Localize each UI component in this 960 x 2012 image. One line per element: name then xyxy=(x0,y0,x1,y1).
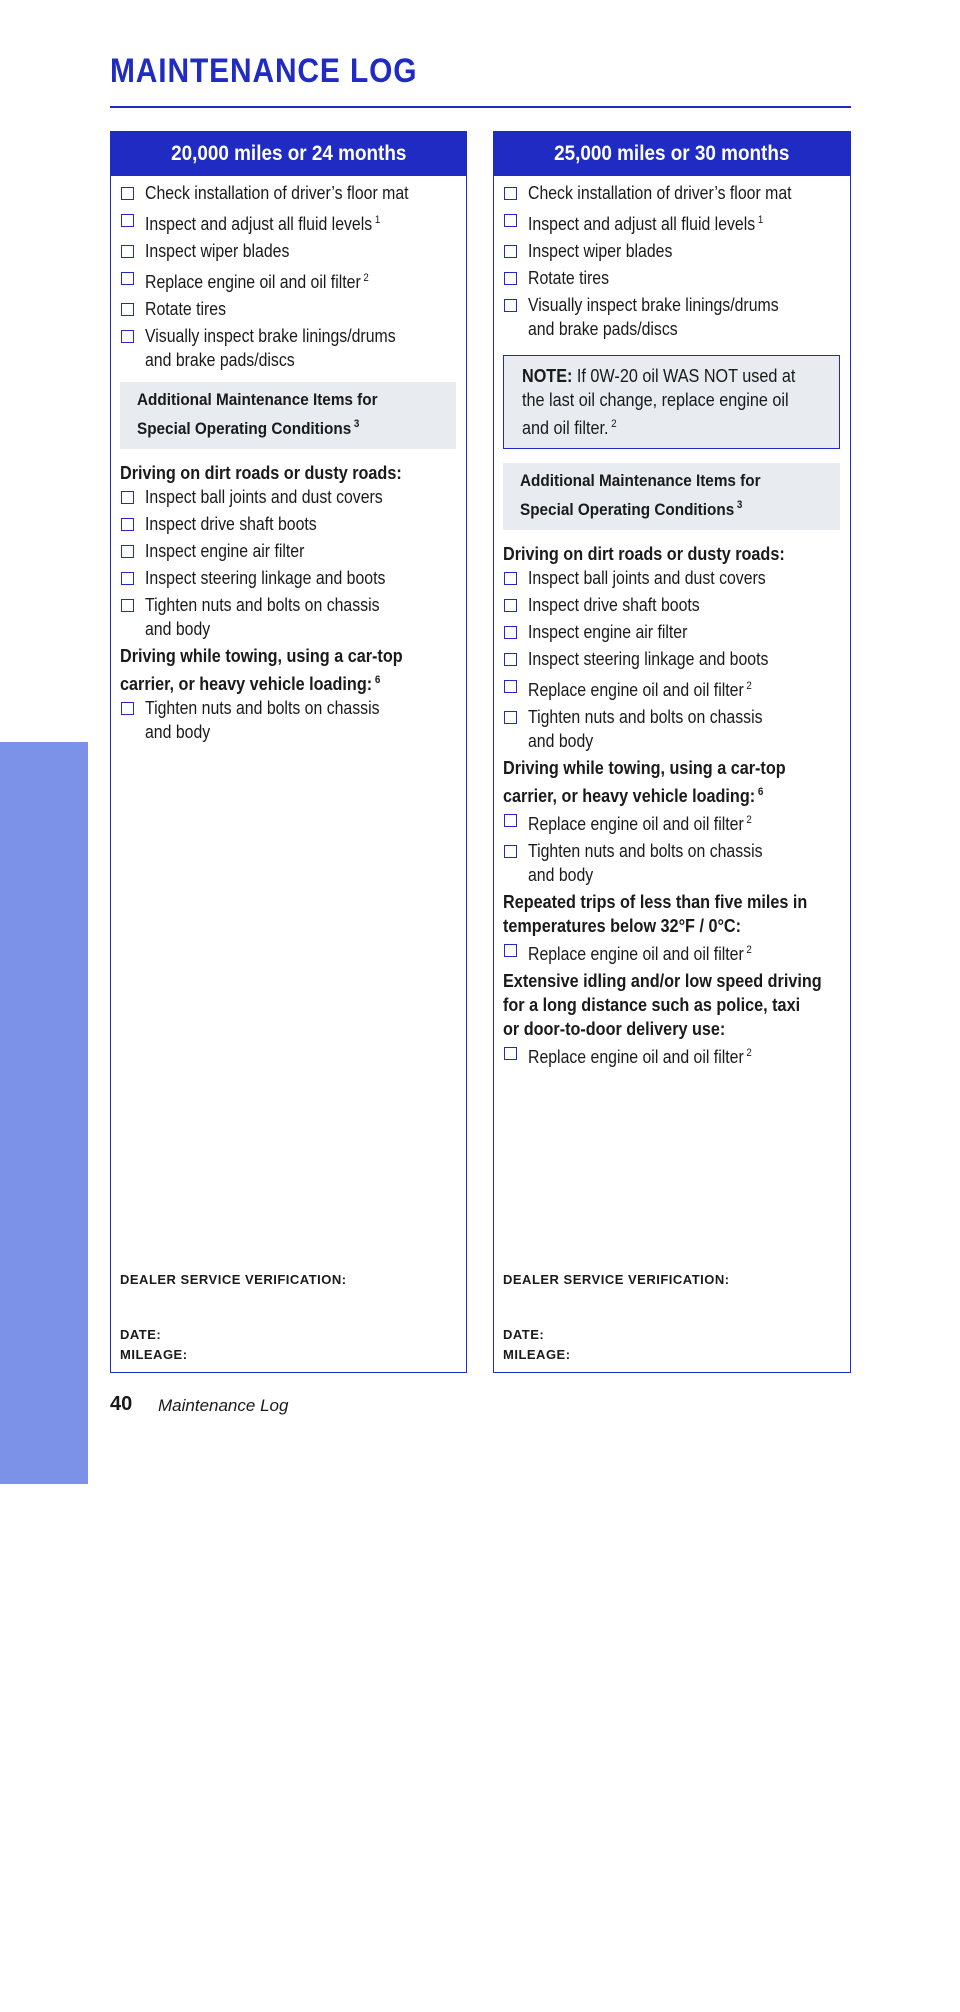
mileage-label: MILEAGE: xyxy=(503,1347,571,1362)
checklist-items xyxy=(120,181,456,372)
idling-heading: Extensive idling and/or low speed driving for a long distance such as police, taxi or door-to-door delivery use: xyxy=(503,971,822,1039)
checklist-item xyxy=(503,293,840,317)
checklist-items xyxy=(503,181,840,341)
item-text: Inspect engine air filter xyxy=(145,541,305,561)
checklist-item xyxy=(503,808,840,836)
dealer-verification-label: DEALER SERVICE VERIFICATION: xyxy=(120,1272,347,1287)
item-text: Replace engine oil and oil filter xyxy=(528,1047,744,1067)
item-text: Inspect and adjust all fluid levels xyxy=(145,214,373,234)
item-text: Rotate tires xyxy=(145,299,227,319)
checklist-item xyxy=(503,593,840,617)
item-text: Inspect and adjust all fluid levels xyxy=(528,214,756,234)
footnote-ref: 1 xyxy=(757,214,764,226)
checklist-item xyxy=(503,620,840,644)
checkbox-icon[interactable] xyxy=(504,272,517,285)
checklist-item xyxy=(120,512,456,536)
footnote-ref: 2 xyxy=(746,944,752,956)
dealer-verification-label: DEALER SERVICE VERIFICATION: xyxy=(503,1272,730,1287)
checklist-item xyxy=(503,181,840,205)
checklist-item xyxy=(120,593,456,617)
title-rule xyxy=(110,106,851,108)
checkbox-icon[interactable] xyxy=(121,330,134,343)
page-number: 40 xyxy=(110,1393,133,1415)
item-text: and body xyxy=(528,731,594,751)
checklist-item xyxy=(503,566,840,590)
checklist-item xyxy=(503,208,840,236)
item-text: Inspect steering linkage and boots xyxy=(145,568,386,588)
item-text: Inspect drive shaft boots xyxy=(528,595,700,615)
side-tab-label: MAINTENANCE xyxy=(22,1687,65,2012)
checkbox-icon[interactable] xyxy=(504,187,517,200)
oil-note-box: NOTE: If 0W-20 oil WAS NOT used at the last oil change, replace engine oil and oil filter. $^2$ xyxy=(503,355,840,449)
item-text: Tighten nuts and bolts on chassis xyxy=(145,595,380,615)
checkbox-icon[interactable] xyxy=(121,545,134,558)
interval-header: 20,000 miles or 24 months xyxy=(111,132,466,176)
checkbox-icon[interactable] xyxy=(504,572,517,585)
towing-heading: Driving while towing, using a car-top carrier, or heavy vehicle loading: $^6$ xyxy=(120,646,403,694)
checkbox-icon[interactable] xyxy=(504,814,517,827)
short-trips-items xyxy=(503,938,840,966)
item-text: and body xyxy=(145,722,211,742)
item-text: Visually inspect brake linings/drums xyxy=(145,326,396,346)
checkbox-icon[interactable] xyxy=(121,572,134,585)
checklist-item xyxy=(120,181,456,205)
item-text: and brake pads/discs xyxy=(528,319,678,339)
checklist-item xyxy=(503,647,840,671)
item-text: Check installation of driver’s floor mat xyxy=(145,183,409,203)
checkbox-icon[interactable] xyxy=(121,245,134,258)
interval-header: 25,000 miles or 30 months xyxy=(494,132,850,176)
item-text: Inspect drive shaft boots xyxy=(145,514,317,534)
checklist-continuation xyxy=(503,317,840,341)
item-text: Check installation of driver’s floor mat xyxy=(528,183,792,203)
checkbox-icon[interactable] xyxy=(504,944,517,957)
checklist-item xyxy=(503,938,840,966)
checkbox-icon[interactable] xyxy=(121,303,134,316)
dirt-roads-heading: Driving on dirt roads or dusty roads: xyxy=(503,544,785,564)
item-text: Inspect ball joints and dust covers xyxy=(145,487,383,507)
footer-label: Maintenance Log xyxy=(158,1396,289,1415)
item-text: Inspect ball joints and dust covers xyxy=(528,568,766,588)
checklist-continuation xyxy=(120,348,456,372)
checklist-continuation xyxy=(503,729,840,753)
item-text: Tighten nuts and bolts on chassis xyxy=(528,707,763,727)
item-text: Inspect wiper blades xyxy=(528,241,673,261)
checklist-item xyxy=(120,239,456,263)
item-text: and body xyxy=(145,619,211,639)
special-conditions-box: Additional Maintenance Items for Special Operating Conditions $^3$ xyxy=(503,463,840,530)
item-text: and brake pads/discs xyxy=(145,350,295,370)
checkbox-icon[interactable] xyxy=(121,187,134,200)
footnote-ref: 1 xyxy=(374,214,381,226)
item-text: Tighten nuts and bolts on chassis xyxy=(528,841,763,861)
checkbox-icon[interactable] xyxy=(504,599,517,612)
towing-items xyxy=(503,808,840,887)
footnote-ref: 2 xyxy=(746,814,752,826)
item-text: Replace engine oil and oil filter xyxy=(528,680,744,700)
checkbox-icon[interactable] xyxy=(504,214,517,227)
dirt-roads-items xyxy=(503,566,840,753)
checkbox-icon[interactable] xyxy=(504,653,517,666)
item-text: Rotate tires xyxy=(528,268,610,288)
towing-heading: Driving while towing, using a car-top carrier, or heavy vehicle loading: $^6$ xyxy=(503,758,786,806)
item-text: Replace engine oil and oil filter xyxy=(528,814,744,834)
dirt-roads-items xyxy=(120,485,456,641)
interval-20000-column xyxy=(110,131,467,1373)
checkbox-icon[interactable] xyxy=(504,680,517,693)
dirt-roads-heading: Driving on dirt roads or dusty roads: xyxy=(120,463,402,483)
towing-items xyxy=(120,696,456,744)
checkbox-icon[interactable] xyxy=(121,272,134,285)
checklist-item xyxy=(503,266,840,290)
item-text: Inspect engine air filter xyxy=(528,622,688,642)
mileage-label: MILEAGE: xyxy=(120,1347,188,1362)
checkbox-icon[interactable] xyxy=(121,491,134,504)
item-text: and body xyxy=(528,865,594,885)
checklist-item xyxy=(503,1041,840,1069)
checklist-item xyxy=(120,696,456,720)
checklist-item xyxy=(120,266,456,294)
checklist-continuation xyxy=(120,720,456,744)
footnote-ref: 2 xyxy=(746,680,752,692)
checkbox-icon[interactable] xyxy=(504,1047,517,1060)
checkbox-icon[interactable] xyxy=(121,518,134,531)
item-text: Replace engine oil and oil filter xyxy=(528,944,744,964)
item-text: Tighten nuts and bolts on chassis xyxy=(145,698,380,718)
item-text: Inspect wiper blades xyxy=(145,241,290,261)
checklist-item xyxy=(120,324,456,348)
checklist-continuation xyxy=(503,863,840,887)
side-tab xyxy=(0,742,88,2012)
special-conditions-box: Additional Maintenance Items for Special Operating Conditions $^3$ xyxy=(120,382,456,449)
short-trips-heading: Repeated trips of less than five miles in temperatures below 32°F / 0°C: xyxy=(503,892,808,936)
checkbox-icon[interactable] xyxy=(121,702,134,715)
item-text: Replace engine oil and oil filter xyxy=(145,272,361,292)
checklist-continuation xyxy=(120,617,456,641)
checklist-item xyxy=(503,705,840,729)
checklist-item xyxy=(503,674,840,702)
checklist-item xyxy=(120,485,456,509)
idling-items xyxy=(503,1041,840,1069)
checklist-item xyxy=(120,539,456,563)
checklist-item xyxy=(120,297,456,321)
date-label: DATE: xyxy=(503,1327,545,1342)
checkbox-icon[interactable] xyxy=(504,299,517,312)
checkbox-icon[interactable] xyxy=(504,245,517,258)
checkbox-icon[interactable] xyxy=(504,711,517,724)
checkbox-icon[interactable] xyxy=(504,845,517,858)
footnote-ref: 2 xyxy=(746,1047,752,1059)
checklist-item xyxy=(503,239,840,263)
footnote-ref: 2 xyxy=(363,272,369,284)
date-label: DATE: xyxy=(120,1327,162,1342)
checkbox-icon[interactable] xyxy=(504,626,517,639)
checklist-item xyxy=(503,839,840,863)
item-text: Visually inspect brake linings/drums xyxy=(528,295,779,315)
page-title: MAINTENANCE LOG xyxy=(110,52,418,90)
checkbox-icon[interactable] xyxy=(121,599,134,612)
checkbox-icon[interactable] xyxy=(121,214,134,227)
checklist-item xyxy=(120,208,456,236)
interval-25000-column xyxy=(493,131,851,1373)
checklist-item xyxy=(120,566,456,590)
item-text: Inspect steering linkage and boots xyxy=(528,649,769,669)
